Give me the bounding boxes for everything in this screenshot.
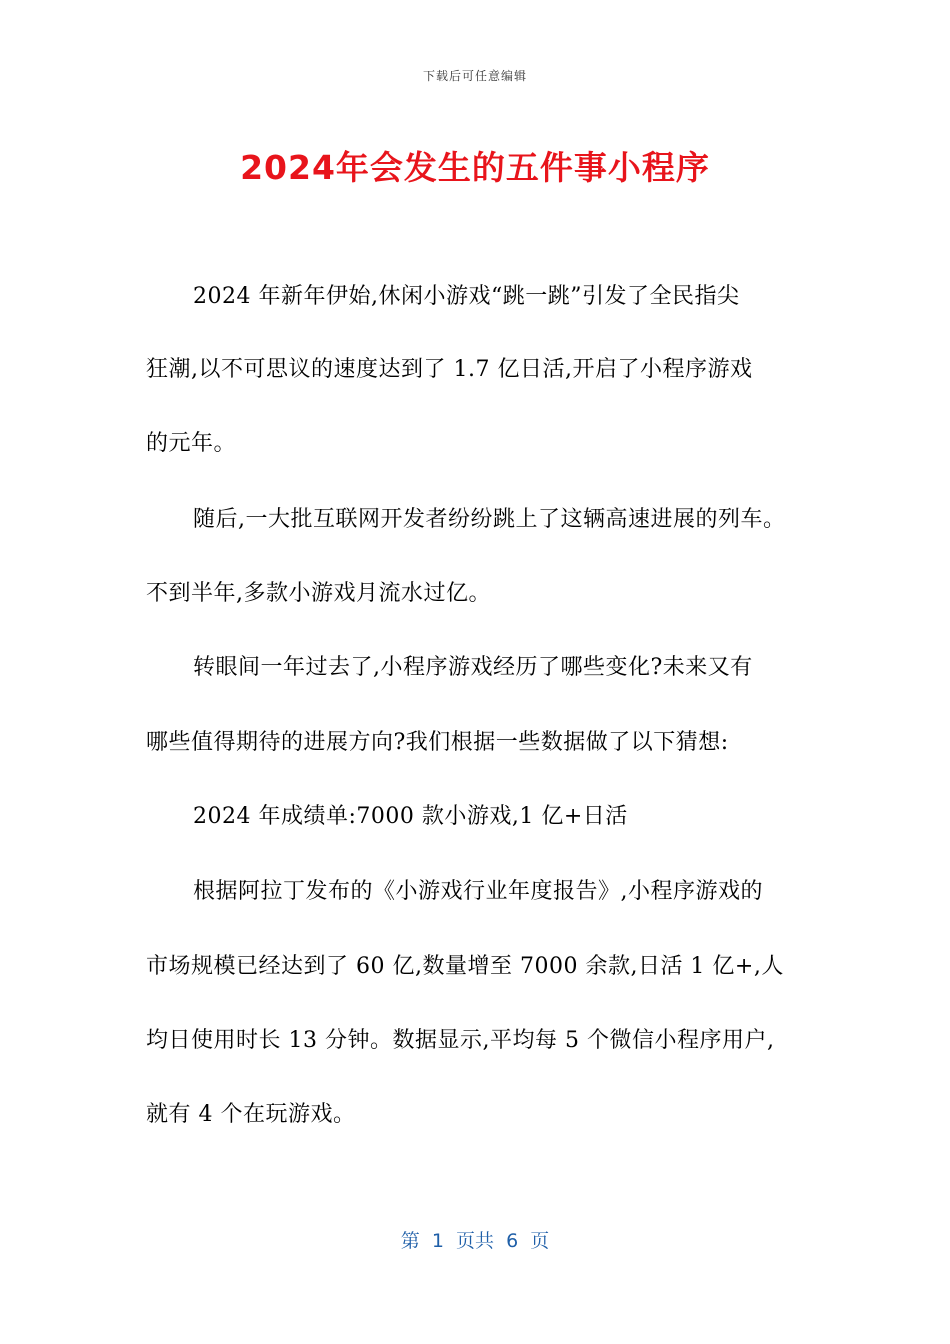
body-line: 2024 年成绩单:7000 款小游戏,1 亿+日活 [193, 804, 628, 829]
body-line: 狂潮,以不可思议的速度达到了 1.7 亿日活,开启了小程序游戏 [146, 357, 753, 382]
body-line: 的元年。 [146, 431, 237, 456]
body-line: 哪些值得期待的进展方向?我们根据一些数据做了以下猜想: [146, 730, 729, 755]
body-line: 不到半年,多款小游戏月流水过亿。 [146, 581, 491, 606]
header-note: 下载后可任意编辑 [422, 69, 527, 83]
page-number-footer: 第 1 页共 6 页 [400, 1230, 550, 1252]
body-line: 根据阿拉丁发布的《小游戏行业年度报告》,小程序游戏的 [193, 879, 763, 904]
body-line: 2024 年新年伊始,休闲小游戏“跳一跳”引发了全民指尖 [193, 284, 740, 309]
body-line: 市场规模已经达到了 60 亿,数量增至 7000 余款,日活 1 亿+,人 [146, 954, 784, 979]
body-line: 转眼间一年过去了,小程序游戏经历了哪些变化?未来又有 [193, 655, 753, 680]
body-line: 均日使用时长 13 分钟。数据显示,平均每 5 个微信小程序用户, [146, 1028, 775, 1053]
body-line: 随后,一大批互联网开发者纷纷跳上了这辆高速进展的列车。 [193, 507, 786, 532]
document-title: 2024年会发生的五件事小程序 [240, 148, 710, 187]
body-line: 就有 4 个在玩游戏。 [146, 1102, 356, 1127]
